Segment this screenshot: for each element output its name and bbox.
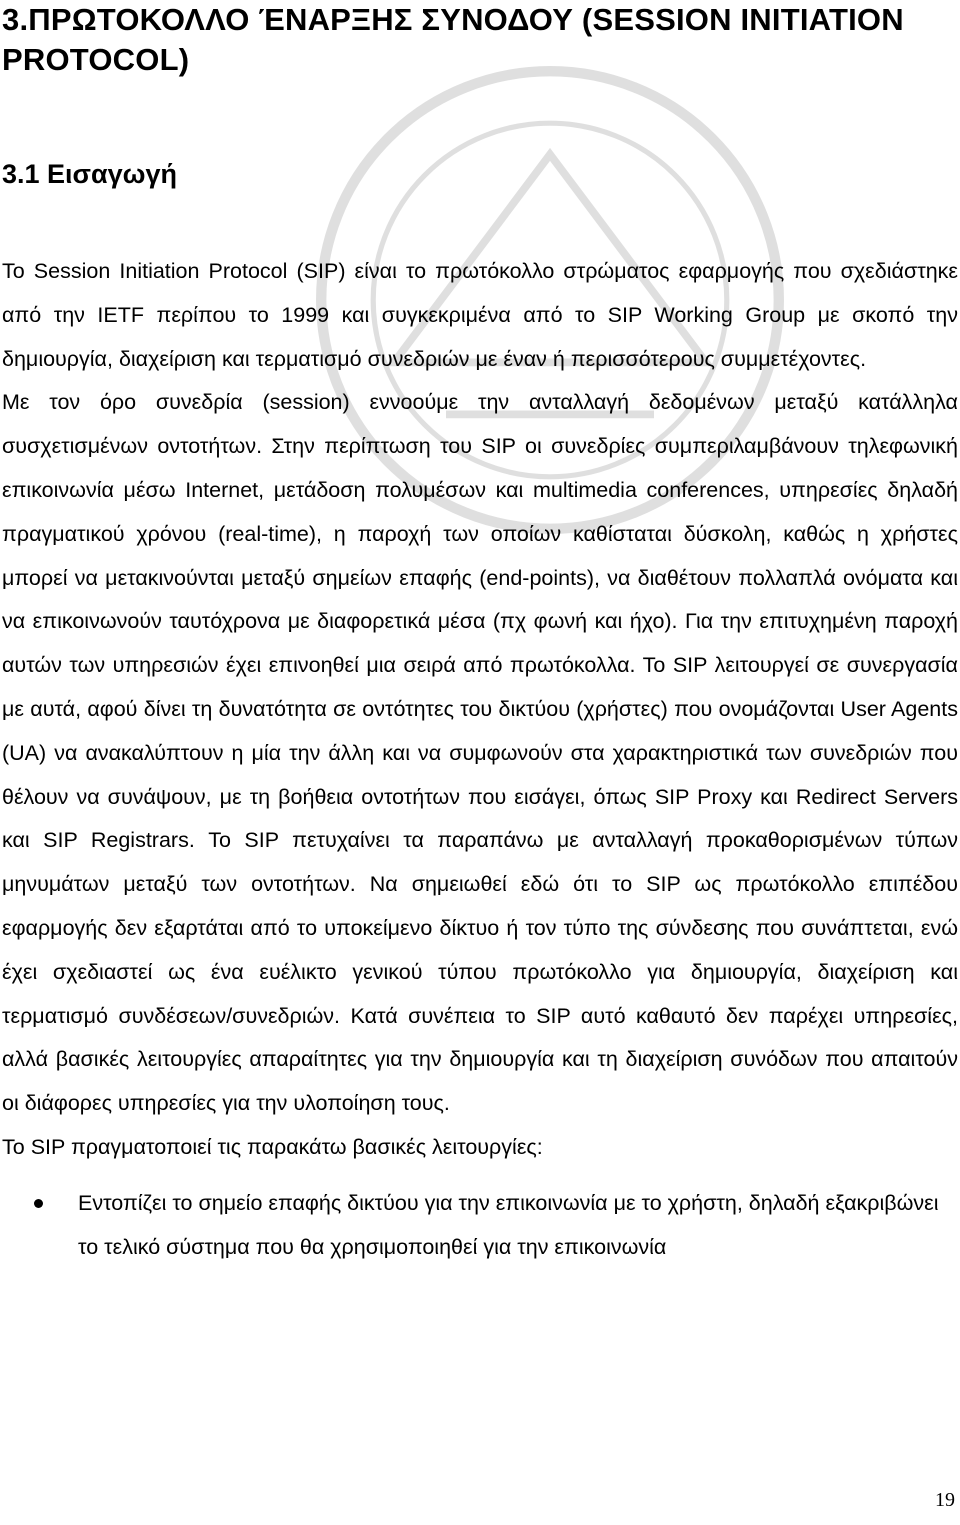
- paragraph-intro: Το Session Initiation Protocol (SIP) είναι το πρωτόκολλο στρώματος εφαρμογής που σχεδιάστηκε από την IETF περίπου το 1999 και συγκεκριμένα από το SIP Working Group με σκοπό την δημιουργία, διαχείριση και τερματισμό συνεδριών με έναν ή περισσότερους συμμετέχοντες.: [2, 259, 958, 371]
- section-heading: 3.1 Εισαγωγή: [2, 159, 177, 189]
- paragraph-functions-intro: Το SIP πραγματοποιεί τις παρακάτω βασικές λειτουργίες:: [2, 1134, 543, 1159]
- list-item: [2, 1182, 958, 1270]
- list-item-text: Εντοπίζει το σημείο επαφής δικτύου για την επικοινωνία με το χρήστη, δηλαδή εξακριβώνει το τελικό σύστημα που θα χρησιμοποιηθεί για την επικοινωνία: [78, 1190, 939, 1259]
- page-number: 19: [935, 1489, 955, 1511]
- bullet-list: [2, 1182, 958, 1270]
- paragraph-session: Με τον όρο συνεδρία (session) εννοούμε την ανταλλαγή δεδομένων μεταξύ κατάλληλα συσχετισμένων οντοτήτων. Στην περίπτωση του SIP οι συνεδρίες συμπεριλαμβάνουν τηλεφωνική επικοινωνία μέσω Internet, μετάδοση πολυμέσων και multimedia conferences, υπηρεσίες δηλαδή πραγματικού χρόνου (real-time), η παροχή των οποίων καθίσταται δύσκολη, καθώς η χρήστες μπορεί να μετακινούνται μεταξύ σημείων επαφής (end-points), να διαθέτουν πολλαπλά ονόματα και να επικοινωνούν ταυτόχρονα με διαφορετικά μέσα (πχ φωνή και ήχο). Για την επιτυχημένη παροχή αυτών των υπηρεσιών έχει επινοηθεί μια σειρά από πρωτόκολλα. Το SIP λειτουργεί σε συνεργασία με αυτά, αφού δίνει τη δυνατότητα σε οντότητες του δικτύου (χρήστες) που ονομάζονται User Agents (UA) να ανακαλύπτουν η μία την άλλη και να συμφωνούν στα χαρακτηριστικά των συνεδριών που θέλουν να συνάψουν, με τη βοήθεια οντοτήτων που εισάγει, όπως SIP Proxy και Redirect Servers και SIP Registrars. Το SIP πετυχαίνει τα παραπάνω με ανταλλαγή προκαθορισμένων τύπων μηνυμάτων μεταξύ των οντοτήτων. Να σημειωθεί εδώ ότι το SIP ως πρωτόκολλο επιπέδου εφαρμογής δεν εξαρτάται από το υποκείμενο δίκτυο ή τον τύπο της σύνδεσης που συνάπτεται, ενώ έχει σχεδιαστεί ως ένα ευέλικτο γενικού τύπου πρωτόκολλο για δημιουργία, διαχείριση και τερματισμό συνδέσεων/συνεδριών. Κατά συνέπεια το SIP αυτό καθαυτό δεν παρέχει υπηρεσίες, αλλά βασικές λειτουργίες απαραίτητες για την δημιουργία και τη διαχείριση συνόδων που απαιτούν οι διάφορες υπηρεσίες για την υλοποίηση τους.: [2, 390, 958, 1116]
- bullet-icon: [34, 1199, 43, 1208]
- document-title: 3.ΠΡΩΤΟΚΟΛΛΟ ΈΝΑΡΞΗΣ ΣΥΝΟΔΟΥ (SESSION INITIATION PROTOCOL): [2, 2, 904, 77]
